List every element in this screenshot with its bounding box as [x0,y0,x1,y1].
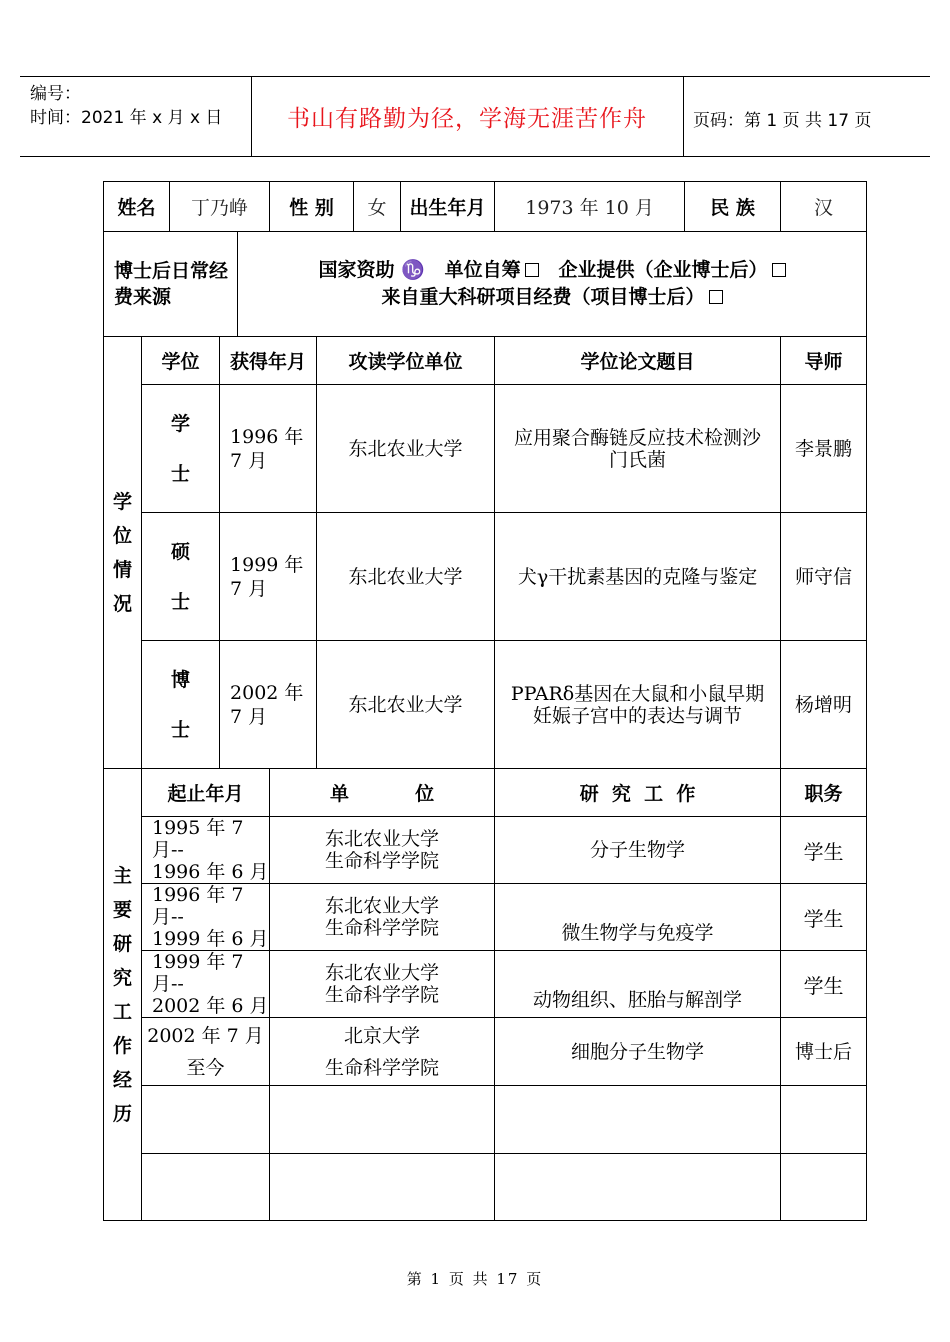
work-period: 1996 年 7 月-- 1999 年 6 月 [142,884,270,951]
work-unit: 东北农业大学 生命科学学院 [270,817,495,884]
document-number: 编号： [30,84,81,104]
degree-school: 东北农业大学 [317,385,495,513]
work-unit: 北京大学 生命科学学院 [270,1018,495,1086]
funding-options [238,232,867,337]
degree-school: 东北农业大学 [317,513,495,641]
work-position-header: 职务 [781,769,867,817]
funding-national: 国家资助 [318,259,402,281]
work-unit-header: 单 位 [270,769,495,817]
empty-cell [495,1154,781,1221]
degree-name: 博 士 [142,641,220,769]
degree-header-row [104,337,867,385]
funding-row [104,232,867,337]
gender-value: 女 [354,182,401,232]
checkbox-icon [772,263,786,277]
empty-cell [495,1086,781,1154]
table-row [104,513,867,641]
work-period: 2002 年 7 月 至今 [142,1018,270,1086]
degree-school: 东北农业大学 [317,641,495,769]
degree-thesis-header: 学位论文题目 [495,337,781,385]
work-position: 博士后 [781,1018,867,1086]
work-position: 学生 [781,817,867,884]
degree-date: 1999 年 7 月 [220,513,317,641]
empty-cell [270,1086,495,1154]
work-header-row [104,769,867,817]
degree-advisor-header: 导师 [781,337,867,385]
degree-name: 硕 士 [142,513,220,641]
name-label: 姓名 [104,182,170,232]
header-top-rule [20,76,930,77]
work-period: 1995 年 7 月-- 1996 年 6 月 [142,817,270,884]
degree-date: 1996 年 7 月 [220,385,317,513]
empty-cell [781,1086,867,1154]
funding-enterprise: 企业提供（企业博士后） [558,259,768,281]
table-row [104,385,867,513]
header-motto: 书山有路勤为径，学海无涯苦作舟 [287,106,647,132]
degree-school-header: 攻读学位单位 [317,337,495,385]
funding-label: 博士后日常经费来源 [104,232,238,337]
work-period: 1999 年 7 月-- 2002 年 6 月 [142,951,270,1018]
table-row [104,817,867,884]
degree-date-header: 获得年月 [220,337,317,385]
degree-name: 学 士 [142,385,220,513]
work-period-header: 起止年月 [142,769,270,817]
resume-form-table [103,181,867,1221]
page-footer: 第 1 页 共 17 页 [406,1270,544,1288]
work-position: 学生 [781,884,867,951]
gender-label: 性 别 [270,182,354,232]
degree-thesis: 应用聚合酶链反应技术检测沙门氏菌 [495,385,781,513]
work-research: 细胞分子生物学 [495,1018,781,1086]
empty-cell [270,1154,495,1221]
table-row-empty [104,1086,867,1154]
birth-value: 1973 年 10 月 [495,182,685,232]
name-value: 丁乃峥 [170,182,270,232]
header-divider-right [683,76,684,156]
degree-advisor: 师守信 [781,513,867,641]
ethnicity-value: 汉 [781,182,867,232]
work-unit: 东北农业大学 生命科学学院 [270,884,495,951]
funding-line-2 [238,284,866,311]
table-row [104,1018,867,1086]
ethnicity-label: 民 族 [685,182,781,232]
degree-section-label: 学 位 情 况 [104,337,142,769]
degree-col-header: 学位 [142,337,220,385]
work-research-header: 研 究 工 作 [495,769,781,817]
checkbox-icon [525,263,539,277]
work-research: 微生物学与免疫学 [495,884,781,951]
work-research: 动物组织、胚胎与解剖学 [495,951,781,1018]
document-time: 时间：2021 年 x 月 x 日 [30,108,223,128]
header-page-info: 页码：第 1 页 共 17 页 [693,111,872,131]
table-row [104,951,867,1018]
work-position: 学生 [781,951,867,1018]
table-row-empty [104,1154,867,1221]
degree-date: 2002 年 7 月 [220,641,317,769]
table-row [104,884,867,951]
funding-project: 来自重大科研项目经费（项目博士后） [381,286,705,308]
empty-cell [142,1086,270,1154]
work-research: 分子生物学 [495,817,781,884]
work-unit: 东北农业大学 生命科学学院 [270,951,495,1018]
birth-label: 出生年月 [401,182,495,232]
checked-mark-icon: ♑ [401,259,425,281]
header-bottom-rule [20,156,930,157]
degree-advisor: 李景鹏 [781,385,867,513]
degree-advisor: 杨增明 [781,641,867,769]
personal-info-row [104,182,867,232]
work-section-label: 主 要 研 究 工 作 经 历 [104,769,142,1221]
empty-cell [781,1154,867,1221]
table-row [104,641,867,769]
degree-thesis: PPARδ基因在大鼠和小鼠早期妊娠子宫中的表达与调节 [495,641,781,769]
funding-line-1 [238,257,866,284]
degree-thesis: 犬γ干扰素基因的克隆与鉴定 [495,513,781,641]
checkbox-icon [709,290,723,304]
funding-unit: 单位自筹 [444,259,521,281]
empty-cell [142,1154,270,1221]
header-meta [30,82,222,130]
